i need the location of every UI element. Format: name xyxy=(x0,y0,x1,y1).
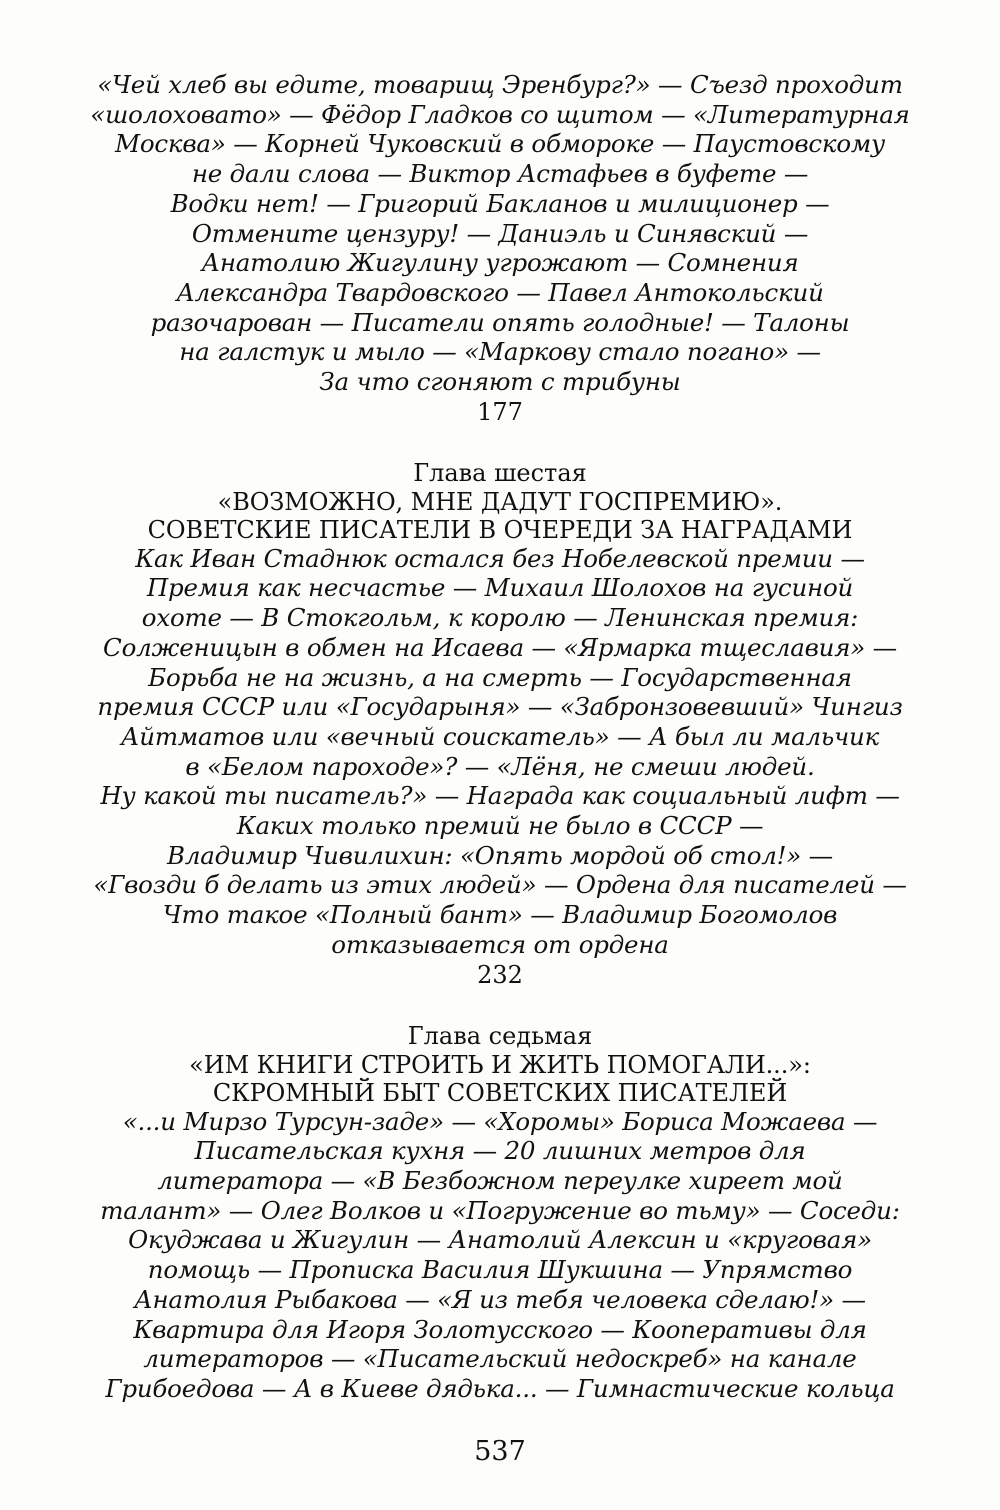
chapter-page-number: 177 xyxy=(477,397,523,426)
chapter-summary xyxy=(0,70,1000,397)
chapter-page-number: 232 xyxy=(477,960,523,989)
title-line: «ВОЗМОЖНО, МНЕ ДАДУТ ГОСПРЕМИЮ». xyxy=(217,487,783,516)
summary-line: Ну какой ты писатель?» — Награда как социальный лифт — xyxy=(100,781,900,811)
summary-line: Анатолия Рыбакова — «Я из тебя человека сделаю!» — xyxy=(134,1284,866,1314)
summary-line: литераторов — «Писательский недоскреб» на канале xyxy=(143,1344,857,1374)
summary-line: не дали слова — Виктор Астафьев в буфете — xyxy=(191,159,809,189)
summary-line: талант» — Олег Волков и «Погружение во тьму» — Соседи: xyxy=(100,1195,900,1225)
summary-line: Премия как несчастье — Михаил Шолохов на гусиной xyxy=(146,573,854,603)
summary-line: Отмените цензуру! — Даниэль и Синявский — xyxy=(191,218,809,248)
toc-entry-chapter-7 xyxy=(0,1022,1000,1404)
chapter-title xyxy=(0,488,1000,544)
summary-line: «Чей хлеб вы едите, товарищ Эренбург?» — Съезд проходит xyxy=(97,70,903,99)
summary-line: Москва» — Корней Чуковский в обмороке — Паустовскому xyxy=(114,129,886,159)
summary-line: Александра Твардовского — Павел Антокольский xyxy=(176,277,824,307)
summary-line: в «Белом пароходе»? — «Лёня, не смеши людей. xyxy=(185,751,815,781)
summary-line: Борьба не на жизнь, а на смерть — Государственная xyxy=(148,662,852,692)
summary-line: Как Иван Стаднюк остался без Нобелевской премии — xyxy=(135,543,865,573)
chapter-summary xyxy=(0,544,1000,960)
summary-line: «Гвозди б делать из этих людей» — Ордена для писателей — xyxy=(93,870,907,900)
summary-line: «...и Мирзо Турсун-заде» — «Хоромы» Бориса Можаева — xyxy=(122,1106,878,1136)
summary-line: Владимир Чивилихин: «Опять мордой об стол!» — xyxy=(167,840,833,870)
summary-line: Водки нет! — Григорий Бакланов и милиционер — xyxy=(170,188,830,218)
chapter-summary xyxy=(0,1107,1000,1404)
summary-line: Что такое «Полный бант» — Владимир Богомолов xyxy=(162,900,838,930)
chapter-title xyxy=(0,1051,1000,1107)
summary-line: отказывается от ордена xyxy=(331,929,669,959)
table-of-contents xyxy=(0,70,1000,1404)
toc-entry-chapter-6 xyxy=(0,459,1000,990)
toc-entry-continued xyxy=(0,70,1000,427)
summary-line: Солженицын в обмен на Исаева — «Ярмарка тщеславия» — xyxy=(103,632,897,662)
title-line: СОВЕТСКИЕ ПИСАТЕЛИ В ОЧЕРЕДИ ЗА НАГРАДАМИ xyxy=(147,515,853,544)
summary-line: «шолоховато» — Фёдор Гладков со щитом — «Литературная xyxy=(90,99,910,129)
chapter-label: Глава шестая xyxy=(413,458,587,487)
summary-line: За что сгоняют с трибуны xyxy=(319,367,681,397)
summary-line: Каких только премий не было в СССР — xyxy=(236,811,764,841)
title-line: «ИМ КНИГИ СТРОИТЬ И ЖИТЬ ПОМОГАЛИ...»: xyxy=(189,1050,811,1079)
title-line: СКРОМНЫЙ БЫТ СОВЕТСКИХ ПИСАТЕЛЕЙ xyxy=(212,1078,788,1107)
summary-line: Квартира для Игоря Золотусского — Кооперативы для xyxy=(133,1314,867,1344)
summary-line: Анатолию Жигулину угрожают — Сомнения xyxy=(201,248,799,278)
summary-line: охоте — В Стокгольм, к королю — Ленинская премия: xyxy=(141,603,859,633)
summary-line: разочарован — Писатели опять голодные! — Талоны xyxy=(150,307,850,337)
page-folio-number: 537 xyxy=(474,1436,526,1467)
summary-line: литератора — «В Безбожном переулке хиреет мой xyxy=(157,1165,843,1195)
summary-line: премия СССР или «Государыня» — «Забронзовевший» Чингиз xyxy=(97,692,903,722)
summary-line: Писательская кухня — 20 лишних метров для xyxy=(194,1136,806,1166)
summary-line: помощь — Прописка Василия Шукшина — Упрямство xyxy=(147,1255,853,1285)
summary-line: на галстук и мыло — «Маркову стало погано» — xyxy=(179,337,821,367)
summary-line: Айтматов или «вечный соискатель» — А был ли мальчик xyxy=(120,721,880,751)
summary-line: Грибоедова — А в Киеве дядька... — Гимнастические кольца xyxy=(105,1373,895,1403)
chapter-label: Глава седьмая xyxy=(407,1021,593,1050)
summary-line: Окуджава и Жигулин — Анатолий Алексин и «круговая» xyxy=(128,1225,872,1255)
